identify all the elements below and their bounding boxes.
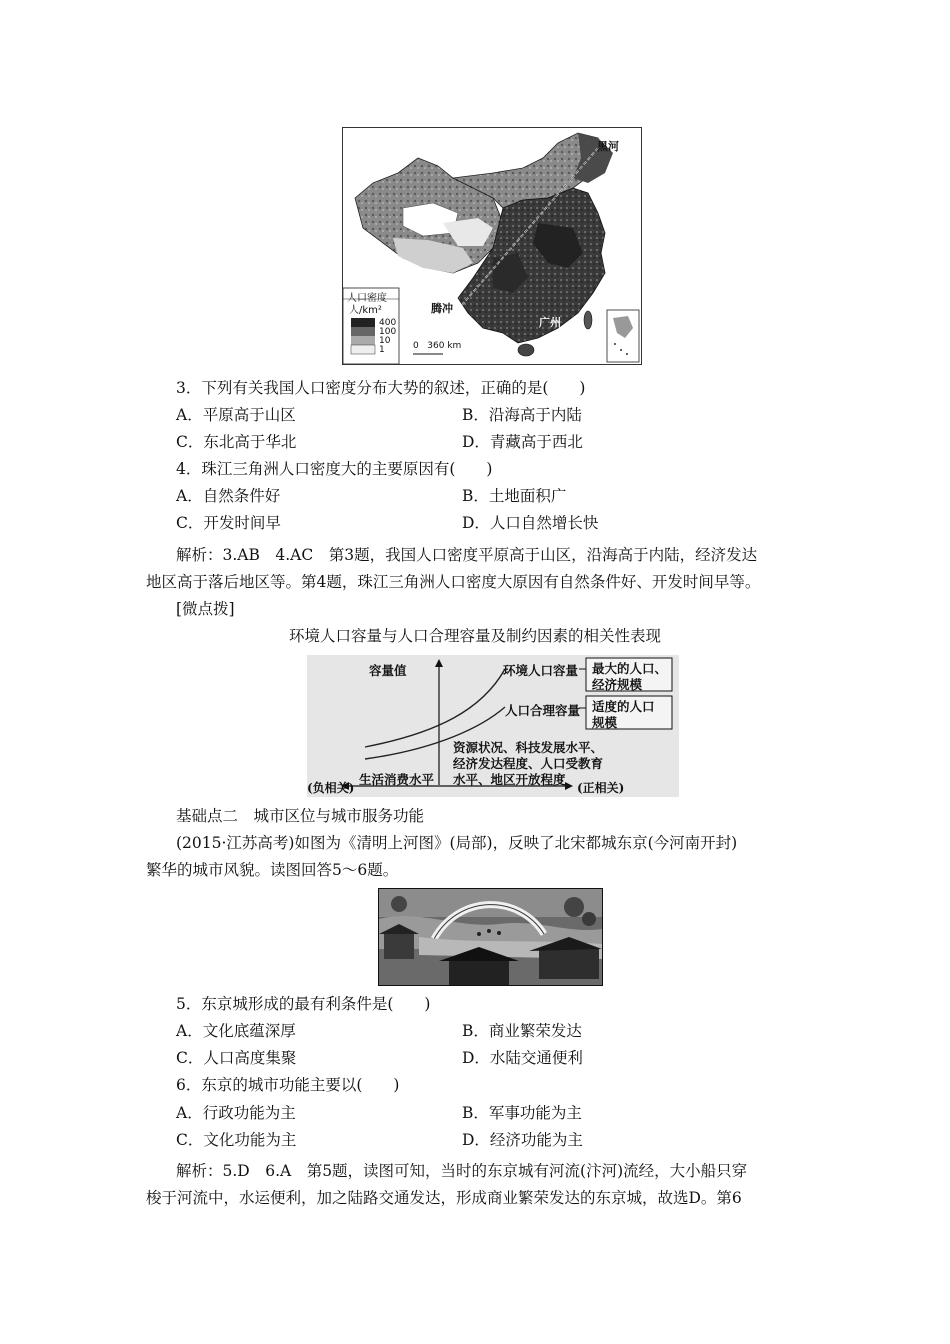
- left-factor-label: 生活消费水平: [359, 772, 435, 787]
- painting-graphic: [379, 889, 602, 985]
- tip-label: [微点拨]: [176, 600, 235, 618]
- qingming-painting-image: [378, 888, 603, 986]
- q3-option-c: C．东北高于华北: [176, 433, 297, 451]
- positive-correlation-label: (正相关): [577, 781, 625, 795]
- box-moderate-scale-line-1: 适度的人口: [592, 699, 655, 714]
- q4-stem: 4．珠江三角洲人口密度大的主要原因有( ): [176, 460, 493, 478]
- q5-option-a: A．文化底蕴深厚: [176, 1022, 296, 1040]
- scale-text: 0 360 km: [413, 341, 462, 351]
- curve-environment-capacity-label: 环境人口容量: [503, 663, 579, 678]
- analysis-2-line-1: 解析：5.D 6.A 第5题，读图可知，当时的东京城有河流(汴河)流经，大小船只穿: [176, 1162, 748, 1180]
- capacity-diagram: [307, 655, 679, 797]
- label-tengchong: 腾冲: [431, 302, 453, 315]
- q6-stem: 6．东京的城市功能主要以( ): [176, 1076, 400, 1094]
- q5-stem: 5．东京城形成的最有利条件是( ): [176, 995, 431, 1013]
- analysis-1-line-1: 解析：3.AB 4.AC 第3题，我国人口密度平原高于山区，沿海高于内陆，经济发达: [176, 546, 758, 564]
- q3-option-a: A．平原高于山区: [176, 406, 296, 424]
- q4-option-c: C．开发时间早: [176, 514, 281, 532]
- q5-option-c: C．人口高度集聚: [176, 1049, 297, 1067]
- label-heihe: 黑河: [597, 140, 619, 153]
- negative-correlation-label: (负相关): [307, 781, 355, 795]
- q6-option-c: C．文化功能为主: [176, 1131, 297, 1149]
- q3-stem: 3．下列有关我国人口密度分布大势的叙述，正确的是( ): [176, 379, 586, 397]
- box-moderate-scale-line-2: 规模: [592, 715, 618, 730]
- section-2-intro-line-2: 繁华的城市风貌。读图回答5～6题。: [146, 861, 399, 879]
- q6-option-b: B．军事功能为主: [462, 1104, 582, 1122]
- q3-option-d: D．青藏高于西北: [462, 433, 583, 451]
- analysis-2-line-2: 梭于河流中，水运便利，加之陆路交通发达，形成商业繁荣发达的东京城，故选D。第6: [146, 1189, 742, 1207]
- q6-option-d: D．经济功能为主: [462, 1131, 583, 1149]
- analysis-1-line-2: 地区高于落后地区等。第4题，珠江三角洲人口密度大原因有自然条件好、开发时间早等。: [146, 573, 761, 591]
- q5-option-d: D．水陆交通便利: [462, 1049, 583, 1067]
- legend-value-400: 400: [379, 318, 397, 328]
- factors-line-2: 经济发达程度、人口受教育: [453, 756, 604, 771]
- legend-unit: 人/km²: [349, 305, 382, 316]
- q3-option-b: B．沿海高于内陆: [462, 406, 582, 424]
- y-axis-label: 容量值: [369, 663, 407, 678]
- legend-title: 人口密度: [347, 293, 387, 304]
- section-2-intro-line-1: (2015·江苏高考)如图为《清明上河图》(局部)，反映了北宋都城东京(今河南开封): [176, 834, 738, 852]
- q4-option-a: A．自然条件好: [176, 487, 281, 505]
- q5-option-b: B．商业繁荣发达: [462, 1022, 582, 1040]
- population-density-map: [342, 127, 642, 365]
- label-guangzhou: 广州: [539, 316, 561, 329]
- diagram-title: 环境人口容量与人口合理容量及制约因素的相关性表现: [288, 627, 661, 645]
- factors-line-1: 资源状况、科技发展水平、: [453, 740, 604, 755]
- curve-reasonable-capacity-label: 人口合理容量: [505, 703, 581, 718]
- factors-line-3: 水平、地区开放程度: [453, 772, 566, 787]
- q6-option-a: A．行政功能为主: [176, 1104, 296, 1122]
- legend-value-1: 1: [379, 345, 385, 355]
- legend-value-10: 10: [379, 336, 391, 346]
- q4-option-d: D．人口自然增长快: [462, 514, 599, 532]
- section-2-heading: 基础点二 城市区位与城市服务功能: [176, 807, 425, 825]
- box-max-scale-line-1: 最大的人口、: [592, 661, 668, 676]
- box-max-scale-line-2: 经济规模: [592, 677, 643, 692]
- legend-value-100: 100: [379, 327, 397, 337]
- q4-option-b: B．土地面积广: [462, 487, 567, 505]
